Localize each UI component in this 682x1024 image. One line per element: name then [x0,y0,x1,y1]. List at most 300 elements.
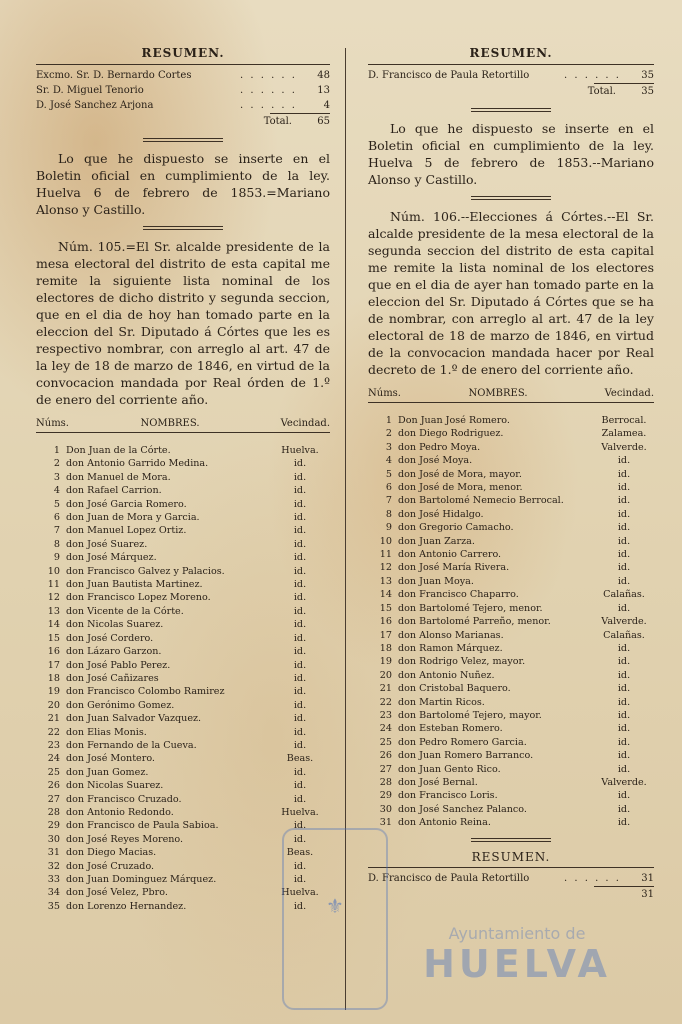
elector-vecindad: Zalamea. [601,428,647,440]
elector-vecindad: id. [293,471,307,483]
elector-row [36,511,330,524]
elector-vecindad: id. [617,508,631,520]
elector-name: don Nicolas Suarez. [66,619,164,631]
elector-vecindad: id. [293,686,307,698]
elector-number: 6 [385,482,392,494]
left-total-value: 65 [317,116,330,127]
elector-number: 9 [385,522,392,534]
elector-vecindad: Valverde. [601,616,647,628]
elector-vecindad: id. [617,575,631,587]
elector-row [368,722,654,735]
elector-number: 7 [53,525,60,537]
elector-row [36,484,330,497]
elector-number: 23 [47,739,60,751]
elector-number: 23 [379,709,392,721]
elector-number: 11 [379,549,392,561]
elector-number: 34 [47,887,60,899]
elector-row [368,763,654,776]
elector-name: don Cristobal Baquero. [398,683,511,695]
elector-number: 19 [379,656,392,668]
elector-name: don José Pablo Perez. [66,659,171,671]
right-header-place: Vecindad. [604,388,654,399]
elector-vecindad: id. [293,565,307,577]
elector-vecindad: id. [293,498,307,510]
elector-row [368,642,654,655]
elector-row [368,776,654,789]
elector-vecindad: id. [293,579,307,591]
summary-candidate: D. José Sanchez Arjona [36,100,154,111]
elector-vecindad: id. [617,656,631,668]
elector-name: don Pedro Moya. [398,441,481,453]
elector-name: don Francisco Lopez Moreno. [66,592,211,604]
summary-leader-dots: . . . . . . [240,100,297,111]
elector-name: don Francisco Cruzado. [66,793,182,805]
elector-vecindad: id. [617,549,631,561]
elector-name: don José de Mora, menor. [398,482,523,494]
elector-row [368,521,654,534]
elector-row [368,816,654,829]
elector-vecindad: id. [293,659,307,671]
elector-vecindad: id. [617,455,631,467]
elector-number: 17 [379,629,392,641]
elector-vecindad: id. [617,817,631,829]
elector-row [368,709,654,722]
elector-row [36,578,330,591]
elector-row [36,712,330,725]
elector-name: don Manuel Lopez Ortiz. [66,525,187,537]
elector-vecindad: id. [293,833,307,845]
elector-number: 30 [379,803,392,815]
elector-name: don Juan Gomez. [66,766,149,778]
elector-vecindad: id. [293,672,307,684]
elector-vecindad: id. [293,726,307,738]
elector-name: don Juan Romero Barranco. [398,750,534,762]
elector-number: 10 [379,535,392,547]
elector-name: don Diego Macias. [66,847,157,859]
elector-vecindad: id. [293,605,307,617]
elector-vecindad: id. [617,683,631,695]
elector-row [36,659,330,672]
elector-name: don Lorenzo Hernandez. [66,900,187,912]
elector-number: 8 [385,508,392,520]
elector-vecindad: Beas. [286,847,314,859]
elector-name: don Juan de Mora y Garcia. [66,512,200,524]
elector-vecindad: Valverde. [601,441,647,453]
elector-number: 12 [379,562,392,574]
elector-vecindad: id. [293,780,307,792]
elector-row [368,575,654,588]
left-header-nums: Núms. [36,418,69,429]
elector-row [368,508,654,521]
elector-vecindad: id. [293,512,307,524]
elector-number: 31 [47,847,60,859]
elector-number: 1 [53,445,60,456]
elector-name: don Manuel de Mora. [66,471,171,483]
elector-name: don José Velez, Pbro. [66,887,168,899]
elector-vecindad: id. [293,485,307,497]
elector-row [36,524,330,537]
elector-name: don Martin Ricos. [398,696,485,708]
right-summary2-total-row [368,887,654,903]
elector-row [368,441,654,454]
elector-number: 13 [379,575,392,587]
elector-vecindad: Huelva. [281,806,319,818]
elector-number: 2 [385,428,392,440]
elector-row [36,752,330,765]
elector-name: don José Hidalgo. [398,508,484,520]
summary-votes: 35 [641,70,654,81]
elector-row [36,471,330,484]
elector-name: don Juan Bautista Martinez. [66,579,203,591]
elector-vecindad: id. [293,552,307,564]
elector-vecindad: id. [293,874,307,885]
elector-number: 32 [47,860,60,872]
elector-name: don Rafael Carrion. [66,485,162,497]
elector-vecindad: id. [293,713,307,725]
elector-row [36,726,330,739]
elector-name: don Juan Moya. [398,575,474,587]
elector-number: 25 [47,766,60,778]
elector-name: don Lázaro Garzon. [66,646,162,658]
elector-row [368,588,654,601]
right-separator-3 [471,838,551,842]
summary-candidate: D. Francisco de Paula Retortillo [368,872,530,884]
elector-name: don Bartolomé Tejero, mayor. [398,709,542,721]
elector-name: don Bartolomé Tejero, menor. [398,602,543,614]
elector-vecindad: id. [617,723,631,735]
elector-row [36,498,330,511]
elector-number: 15 [379,602,392,614]
right-separator [471,108,551,112]
elector-number: 14 [47,619,60,631]
elector-name: don Francisco de Paula Sabioa. [66,820,219,832]
elector-row [36,538,330,551]
elector-number: 33 [47,874,60,885]
elector-row [368,414,654,427]
left-summary-list [36,68,330,113]
summary-candidate: Sr. D. Miguel Tenorio [36,85,144,96]
elector-name: don José Cañizares [66,672,159,684]
summary-row [36,68,330,83]
elector-number: 30 [47,833,60,845]
elector-number: 5 [53,498,60,510]
right-elector-list [368,414,654,830]
elector-number: 14 [379,589,392,601]
elector-vecindad: Berrocal. [601,415,647,426]
elector-vecindad: Calañas. [603,629,645,641]
elector-vecindad: id. [617,803,631,815]
watermark-huelva: HUELVA [423,942,611,986]
elector-number: 28 [379,776,392,788]
elector-number: 29 [379,790,392,802]
elector-vecindad: id. [293,900,307,912]
left-separator [143,138,223,142]
elector-name: don Fernando de la Cueva. [66,739,197,751]
elector-vecindad: id. [617,750,631,762]
elector-name: don Francisco Loris. [398,790,498,802]
left-separator-2 [143,226,223,230]
elector-name: don Antonio Carrero. [398,549,502,561]
elector-name: don José Reyes Moreno. [66,833,184,845]
elector-row [36,779,330,792]
left-header-rule [36,432,330,433]
elector-vecindad: id. [293,458,307,470]
elector-vecindad: id. [617,535,631,547]
elector-row [368,629,654,642]
elector-name: don José de Mora, mayor. [398,468,522,480]
summary-candidate: Excmo. Sr. D. Bernardo Cortes [36,70,192,81]
elector-number: 21 [47,713,60,725]
left-paragraph-2: Núm. 105.=El Sr. alcalde presidente de la mesa electoral del distrito de esta capital me remite la siguiente lista nominal de los electores de dicho distrito y segunda seccion, que en el dia de hoy han tomado parte en la eleccion del Sr. Diputado á Córtes que les es respectivo nombrar, con arreglo al art. 47 de la ley de 18 de marzo de 1846, en virtud de la convocacion mandada por Real órden de 1.º de enero del corriente año. [36,239,330,407]
elector-name: don Antonio Reina. [398,817,491,829]
summary-candidate: D. Francisco de Paula Retortillo [368,70,530,81]
elector-name: don Antonio Redondo. [66,806,174,818]
left-table-header [36,418,330,429]
left-total-row [36,114,330,130]
elector-number: 3 [53,471,60,483]
elector-row [368,535,654,548]
right-total-label: Total. [587,86,616,97]
elector-row [368,561,654,574]
elector-number: 20 [379,669,392,681]
elector-row [368,615,654,628]
right-summary2-list [368,871,654,886]
left-header-place: Vecindad. [280,418,330,429]
watermark-ayuntamiento: Ayuntamiento de [448,924,586,943]
elector-vecindad: id. [617,562,631,574]
right-header-names: NOMBRES. [468,388,528,399]
elector-number: 31 [379,817,392,829]
elector-name: don Juan Salvador Vazquez. [66,713,202,725]
elector-row [368,468,654,481]
municipal-seal-watermark [282,828,388,1010]
right-header-rule [368,402,654,403]
elector-row [368,655,654,668]
summary-leader-dots: . . . . . . [240,85,297,96]
elector-name: don José Montero. [66,753,155,765]
elector-row [368,548,654,561]
elector-name: don José María Rivera. [398,562,510,574]
elector-name: don Antonio Nuñez. [398,669,495,681]
elector-name: don José Sanchez Palanco. [398,803,527,815]
elector-number: 3 [385,441,392,453]
left-summary-rule [36,64,330,65]
elector-row [368,749,654,762]
elector-vecindad: Huelva. [281,887,319,899]
elector-number: 8 [53,538,60,550]
right-summary2-total-value: 31 [641,888,654,900]
summary-row [36,98,330,113]
right-paragraph-2: Núm. 106.--Elecciones á Córtes.--El Sr. alcalde presidente de la mesa electoral de la segunda seccion del distrito de esta capital me remite la lista nominal de los electores que en el dia de ayer han tomado parte en la eleccion del Sr. Diputado á Córtes que se ha de nombrar, con arreglo al art. 47 de la ley electoral de 18 de marzo de 1846, en virtud de la convocacion mandada hacer por Real decreto de 1.º de enero del corriente año. [368,209,654,377]
elector-row [368,696,654,709]
elector-row [368,789,654,802]
left-column [36,46,330,913]
summary-leader-dots: . . . . . . [564,70,621,81]
right-total-value: 35 [641,86,654,97]
elector-row [36,672,330,685]
left-total-label: Total. [263,116,292,127]
elector-vecindad: id. [617,495,631,507]
summary-row [368,871,654,886]
elector-number: 22 [47,726,60,738]
elector-vecindad: id. [293,538,307,550]
elector-vecindad: id. [293,525,307,537]
elector-vecindad: id. [617,763,631,775]
elector-name: don Francisco Chaparro. [398,589,519,601]
summary-votes: 4 [323,100,330,111]
elector-name: don Gerónimo Gomez. [66,699,175,711]
elector-number: 26 [47,780,60,792]
elector-vecindad: id. [617,642,631,654]
elector-row [36,551,330,564]
left-summary-title: RESUMEN. [141,46,225,60]
elector-vecindad: id. [293,646,307,658]
elector-name: don Rodrigo Velez, mayor. [398,656,526,668]
elector-number: 35 [47,900,60,912]
elector-number: 4 [53,485,60,497]
elector-name: don José Cordero. [66,632,154,644]
elector-name: don José Suarez. [66,538,148,550]
elector-row [36,766,330,779]
elector-number: 2 [53,458,60,470]
elector-number: 21 [379,683,392,695]
elector-row [368,682,654,695]
elector-number: 19 [47,686,60,698]
elector-vecindad: Calañas. [603,589,645,601]
elector-number: 12 [47,592,60,604]
right-summary-list [368,68,654,83]
elector-number: 18 [379,642,392,654]
elector-number: 18 [47,672,60,684]
elector-row [368,803,654,816]
elector-number: 17 [47,659,60,671]
elector-row [36,793,330,806]
elector-vecindad: id. [293,619,307,631]
elector-row [368,454,654,467]
elector-number: 4 [385,455,392,467]
elector-name: don Alonso Marianas. [398,629,504,641]
elector-row [368,669,654,682]
elector-row [36,632,330,645]
elector-name: don Gregorio Camacho. [398,522,514,534]
elector-name: don Antonio Garrido Medina. [66,458,209,470]
elector-name: Don Juan de la Córte. [66,445,171,456]
elector-number: 6 [53,512,60,524]
elector-name: don José Garcia Romero. [66,498,187,510]
elector-name: don José Cruzado. [66,860,155,872]
elector-row [368,494,654,507]
elector-number: 11 [47,579,60,591]
elector-row [36,591,330,604]
elector-vecindad: id. [617,736,631,748]
right-column [368,46,654,903]
elector-number: 1 [385,415,392,426]
elector-row [36,618,330,631]
elector-vecindad: id. [617,790,631,802]
elector-row [36,806,330,819]
elector-vecindad: id. [293,793,307,805]
elector-number: 24 [47,753,60,765]
elector-vecindad: id. [293,592,307,604]
summary-row [368,68,654,83]
elector-vecindad: id. [293,632,307,644]
elector-row [36,565,330,578]
elector-vecindad: id. [617,522,631,534]
elector-number: 10 [47,565,60,577]
summary-leader-dots: . . . . . . [564,872,621,884]
elector-vecindad: id. [617,482,631,494]
right-summary-rule [368,64,654,65]
elector-name: don José Bernal. [398,776,478,788]
right-table-header [368,388,654,399]
elector-vecindad: id. [293,820,307,832]
right-separator-2 [471,196,551,200]
elector-name: don Diego Rodriguez. [398,428,504,440]
elector-vecindad: id. [293,699,307,711]
elector-vecindad: id. [617,468,631,480]
elector-name: don Francisco Colombo Ramirez [66,686,225,698]
elector-vecindad: id. [617,696,631,708]
elector-name: don Pedro Romero Garcia. [398,736,527,748]
elector-name: don José Márquez. [66,552,157,564]
elector-vecindad: id. [617,669,631,681]
elector-number: 20 [47,699,60,711]
elector-name: don Juan Zarza. [398,535,475,547]
elector-vecindad: id. [617,602,631,614]
right-summary-title: RESUMEN. [469,46,553,60]
elector-vecindad: Beas. [286,753,314,765]
right-summary2-rule [368,867,654,868]
right-paragraph-1: Lo que he dispuesto se inserte en el Boletin oficial en cumplimiento de la ley. Huelva 5 de febrero de 1853.--Mariano Alonso y Castillo. [368,121,654,187]
elector-number: 15 [47,632,60,644]
elector-row [368,427,654,440]
elector-row [368,481,654,494]
elector-vecindad: Valverde. [601,776,647,788]
elector-vecindad: id. [293,739,307,751]
elector-name: don Elias Monis. [66,726,147,738]
elector-name: don Ramon Márquez. [398,642,503,654]
elector-number: 24 [379,723,392,735]
elector-row [36,457,330,470]
elector-vecindad: Huelva. [281,445,319,456]
summary-leader-dots: . . . . . . [240,70,297,81]
left-header-names: NOMBRES. [140,418,200,429]
elector-name: don Juan Gento Rico. [398,763,501,775]
left-paragraph-1: Lo que he dispuesto se inserte en el Boletin oficial en cumplimiento de la ley. Huelva 6 de febrero de 1853.=Mariano Alonso y Castillo. [36,151,330,217]
elector-number: 13 [47,605,60,617]
elector-row [36,645,330,658]
summary-row [36,83,330,98]
elector-row [36,739,330,752]
elector-name: don Juan Dominguez Márquez. [66,874,217,885]
elector-number: 9 [53,552,60,564]
elector-row [36,685,330,698]
elector-name: don Esteban Romero. [398,723,503,735]
elector-name: don José Moya. [398,455,473,467]
summary-votes: 13 [317,85,330,96]
elector-number: 28 [47,806,60,818]
elector-row [368,736,654,749]
elector-number: 5 [385,468,392,480]
elector-name: don Nicolas Suarez. [66,780,164,792]
elector-name: don Bartolomé Parreño, menor. [398,616,551,628]
elector-number: 16 [379,616,392,628]
elector-number: 7 [385,495,392,507]
right-header-nums: Núms. [368,388,401,399]
elector-name: don Vicente de la Córte. [66,605,184,617]
elector-vecindad: id. [293,766,307,778]
elector-number: 22 [379,696,392,708]
